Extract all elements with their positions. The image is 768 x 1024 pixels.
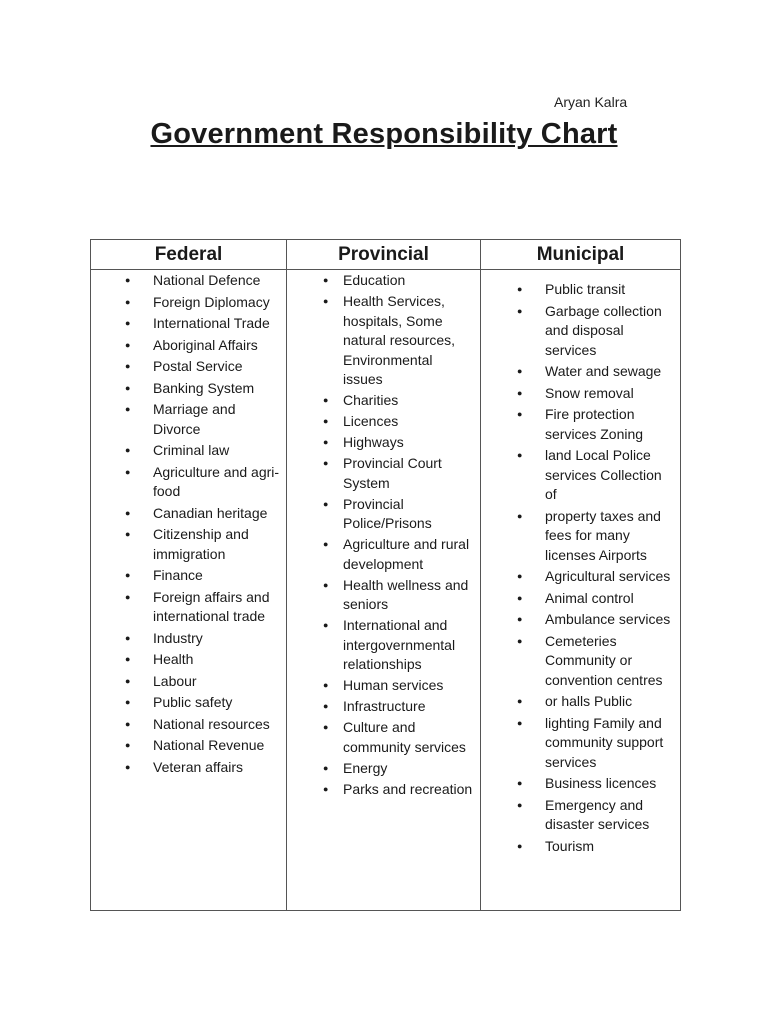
header-provincial: Provincial [287,240,481,270]
list-item: ● Agriculture and rural development [343,535,476,574]
list-item: ● Health wellness and seniors [343,576,476,615]
list-item: ● Finance [153,566,282,586]
municipal-column [481,270,681,911]
list-item: ● Ambulance services [545,610,676,630]
table-body-row [91,270,681,911]
list-item: ● Marriage and Divorce [153,400,282,439]
list-item: ● Provincial Police/Prisons [343,495,476,534]
list-item: ● Cemeteries Community or convention centres [545,632,676,691]
list-item: ● Tourism [545,837,676,857]
list-item: ● Health [153,650,282,670]
list-item: ● Citizenship and immigration [153,525,282,564]
list-item: ● Public safety [153,693,282,713]
list-item: ● Veteran affairs [153,758,282,778]
list-item: ● Provincial Court System [343,454,476,493]
list-item: ● National Revenue [153,736,282,756]
municipal-list [481,270,680,856]
list-item: ● Fire protection services Zoning [545,405,676,444]
list-item: ● Licences [343,412,476,432]
list-item: ● Education [343,271,476,291]
list-item: ● Culture and community services [343,718,476,757]
federal-list [91,270,286,777]
list-item: ● Charities [343,391,476,411]
list-item: ● Human services [343,676,476,696]
list-item: ● National Defence [153,271,282,291]
header-municipal: Municipal [481,240,681,270]
list-item: ● Garbage collection and disposal services [545,302,676,361]
table-header-row [91,240,681,270]
provincial-list [287,270,480,799]
list-item: ● lighting Family and community support services [545,714,676,773]
list-item: ● Energy [343,759,476,779]
list-item: ● International Trade [153,314,282,334]
list-item: ● Aboriginal Affairs [153,336,282,356]
list-item: ● Infrastructure [343,697,476,717]
list-item: ● Snow removal [545,384,676,404]
list-item: ● Emergency and disaster services [545,796,676,835]
page-title: Government Responsibility Chart [150,118,618,150]
list-item: ● property taxes and fees for many licenses Airports [545,507,676,566]
list-item: ● land Local Police services Collection of [545,446,676,505]
list-item: ● Health Services, hospitals, Some natural resources, Environmental issues [343,292,476,390]
responsibility-table [90,239,681,911]
list-item: ● Industry [153,629,282,649]
list-item: ● Postal Service [153,357,282,377]
list-item: ● Foreign Diplomacy [153,293,282,313]
list-item: ● National resources [153,715,282,735]
author-name: Aryan Kalra [554,94,628,110]
list-item: ● Agricultural services [545,567,676,587]
federal-column [91,270,287,911]
header-federal: Federal [91,240,287,270]
list-item: ● International and intergovernmental relationships [343,616,476,675]
list-item: ● Public transit [545,280,676,300]
list-item: ● Highways [343,433,476,453]
list-item: ● Criminal law [153,441,282,461]
list-item: ● Water and sewage [545,362,676,382]
list-item: ● Labour [153,672,282,692]
provincial-column [287,270,481,911]
list-item: ● Business licences [545,774,676,794]
list-item: ● Parks and recreation [343,780,476,800]
list-item: ● Animal control [545,589,676,609]
list-item: ● Agriculture and agri-food [153,463,282,502]
list-item: ● Foreign affairs and international trade [153,588,282,627]
list-item: ● Canadian heritage [153,504,282,524]
list-item: ● Banking System [153,379,282,399]
list-item: ● or halls Public [545,692,676,712]
